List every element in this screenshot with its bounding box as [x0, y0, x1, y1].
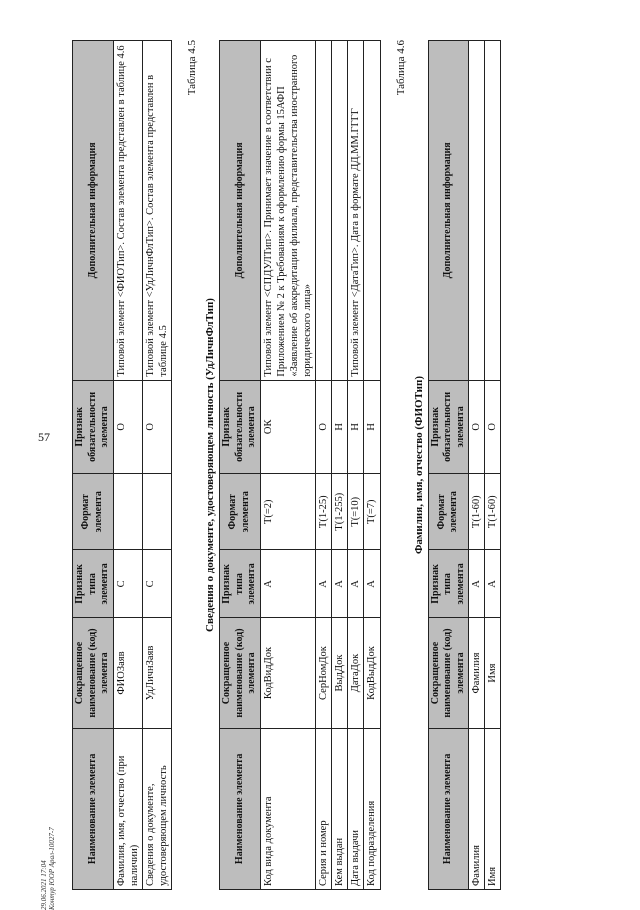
- cell-info: [469, 41, 485, 381]
- cell-name: Кем выдан: [332, 728, 348, 889]
- table-46-title: Фамилия, имя, отчество (ФИОТип): [412, 375, 425, 555]
- footer-source: Контур ЮОР Арал-10027-7: [48, 827, 57, 910]
- cell-type: А: [332, 550, 348, 618]
- cell-name: Сведения о документе, удостоверяющем личность: [142, 728, 171, 889]
- table-46-header: [428, 41, 469, 890]
- cell-format: [142, 474, 171, 550]
- col-header-type: Признак типа элемента: [220, 550, 261, 618]
- col-header-info: Дополнительная информация: [428, 41, 469, 381]
- cell-type: А: [485, 550, 501, 618]
- cell-type: А: [469, 550, 485, 618]
- cell-info: [316, 41, 332, 381]
- cell-name: Имя: [485, 728, 501, 889]
- table-row: [316, 41, 332, 890]
- table-45-header: [220, 41, 261, 890]
- cell-format: T(1-60): [485, 474, 501, 550]
- cell-format: T(=10): [348, 474, 364, 550]
- col-header-required: Признак обязательности элемента: [220, 380, 261, 473]
- cell-required: О: [316, 380, 332, 473]
- cell-name: Код вида документа: [260, 728, 316, 889]
- table-row: [113, 41, 142, 890]
- cell-required: Н: [348, 380, 364, 473]
- cell-type: А: [348, 550, 364, 618]
- cell-code: КодВидДок: [260, 618, 316, 728]
- cell-info: [485, 41, 501, 381]
- table-row: [364, 41, 380, 890]
- cell-type: А: [260, 550, 316, 618]
- cell-code: ФИОЗаяв: [113, 618, 142, 728]
- cell-code: УдЛичнЗаяв: [142, 618, 171, 728]
- cell-format: T(=2): [260, 474, 316, 550]
- col-header-name: Наименование элемента: [428, 728, 469, 889]
- cell-info: Типовой элемент <ДатаТип>. Дата в формате ДД.ММ.ГГГГ: [348, 41, 364, 381]
- cell-format: T(1-60): [469, 474, 485, 550]
- rotated-page-content: [72, 40, 612, 890]
- table-row: [485, 41, 501, 890]
- col-header-name: Наименование элемента: [73, 728, 114, 889]
- cell-format: T(=7): [364, 474, 380, 550]
- cell-name: Фамилия, имя, отчество (при наличии): [113, 728, 142, 889]
- col-header-type: Признак типа элемента: [73, 550, 114, 618]
- table-row: [469, 41, 485, 890]
- col-header-info: Дополнительная информация: [220, 41, 261, 381]
- footer-timestamp: 29.06.2021 17:04: [40, 860, 48, 910]
- col-header-code: Сокращенное наименование (код) элемента: [73, 618, 114, 728]
- page-number: 57: [38, 430, 50, 444]
- cell-code: Имя: [485, 618, 501, 728]
- cell-info: [364, 41, 380, 381]
- cell-name: Дата выдачи: [348, 728, 364, 889]
- cell-required: О: [142, 380, 171, 473]
- cell-required: О: [469, 380, 485, 473]
- cell-format: [113, 474, 142, 550]
- table-45-title: Сведения о документе, удостоверяющем личность (УдЛичнФлТип): [204, 298, 216, 632]
- table-row: [260, 41, 316, 890]
- table-top: [72, 40, 172, 890]
- table-row: [142, 41, 171, 890]
- table-row: [348, 41, 364, 890]
- cell-name: Код подразделения: [364, 728, 380, 889]
- cell-info: Типовой элемент <СПДУЛТип>. Принимает значение в соответствии с Приложением № 2 к Требованиям к оформлению формы 15АФП «Заявление об аккредитации филиала, представительства иностранного юридического лица»: [260, 41, 316, 381]
- col-header-format: Формат элемента: [73, 474, 114, 550]
- col-header-code: Сокращенное наименование (код) элемента: [220, 618, 261, 728]
- table-top-header: [73, 41, 114, 890]
- col-header-required: Признак обязательности элемента: [73, 380, 114, 473]
- col-header-format: Формат элемента: [220, 474, 261, 550]
- cell-required: ОК: [260, 380, 316, 473]
- cell-code: ВыдДок: [332, 618, 348, 728]
- cell-info: Типовой элемент <ФИОТип>. Состав элемента представлен в таблице 4.6: [113, 41, 142, 381]
- cell-required: Н: [364, 380, 380, 473]
- cell-type: А: [316, 550, 332, 618]
- cell-format: T(1-255): [332, 474, 348, 550]
- cell-code: ДатаДок: [348, 618, 364, 728]
- cell-type: С: [142, 550, 171, 618]
- cell-required: О: [485, 380, 501, 473]
- cell-name: Серия и номер: [316, 728, 332, 889]
- cell-name: Фамилия: [469, 728, 485, 889]
- cell-format: T(1-25): [316, 474, 332, 550]
- cell-type: А: [364, 550, 380, 618]
- table-row: [332, 41, 348, 890]
- cell-required: Н: [332, 380, 348, 473]
- footer-stamp: [40, 827, 57, 910]
- table-45-caption: Таблица 4.5: [186, 40, 198, 96]
- cell-required: О: [113, 380, 142, 473]
- cell-info: Типовой элемент <УдЛичнФлТип>. Состав элемента представлен в таблице 4.5: [142, 41, 171, 381]
- table-45: [219, 40, 381, 890]
- cell-code: Фамилия: [469, 618, 485, 728]
- cell-code: СерНомДок: [316, 618, 332, 728]
- col-header-type: Признак типа элемента: [428, 550, 469, 618]
- table-46: [428, 40, 502, 890]
- col-header-code: Сокращенное наименование (код) элемента: [428, 618, 469, 728]
- col-header-required: Признак обязательности элемента: [428, 380, 469, 473]
- col-header-name: Наименование элемента: [220, 728, 261, 889]
- col-header-format: Формат элемента: [428, 474, 469, 550]
- col-header-info: Дополнительная информация: [73, 41, 114, 381]
- table-46-caption: Таблица 4.6: [394, 40, 407, 96]
- cell-info: [332, 41, 348, 381]
- cell-type: С: [113, 550, 142, 618]
- cell-code: КодВыдДок: [364, 618, 380, 728]
